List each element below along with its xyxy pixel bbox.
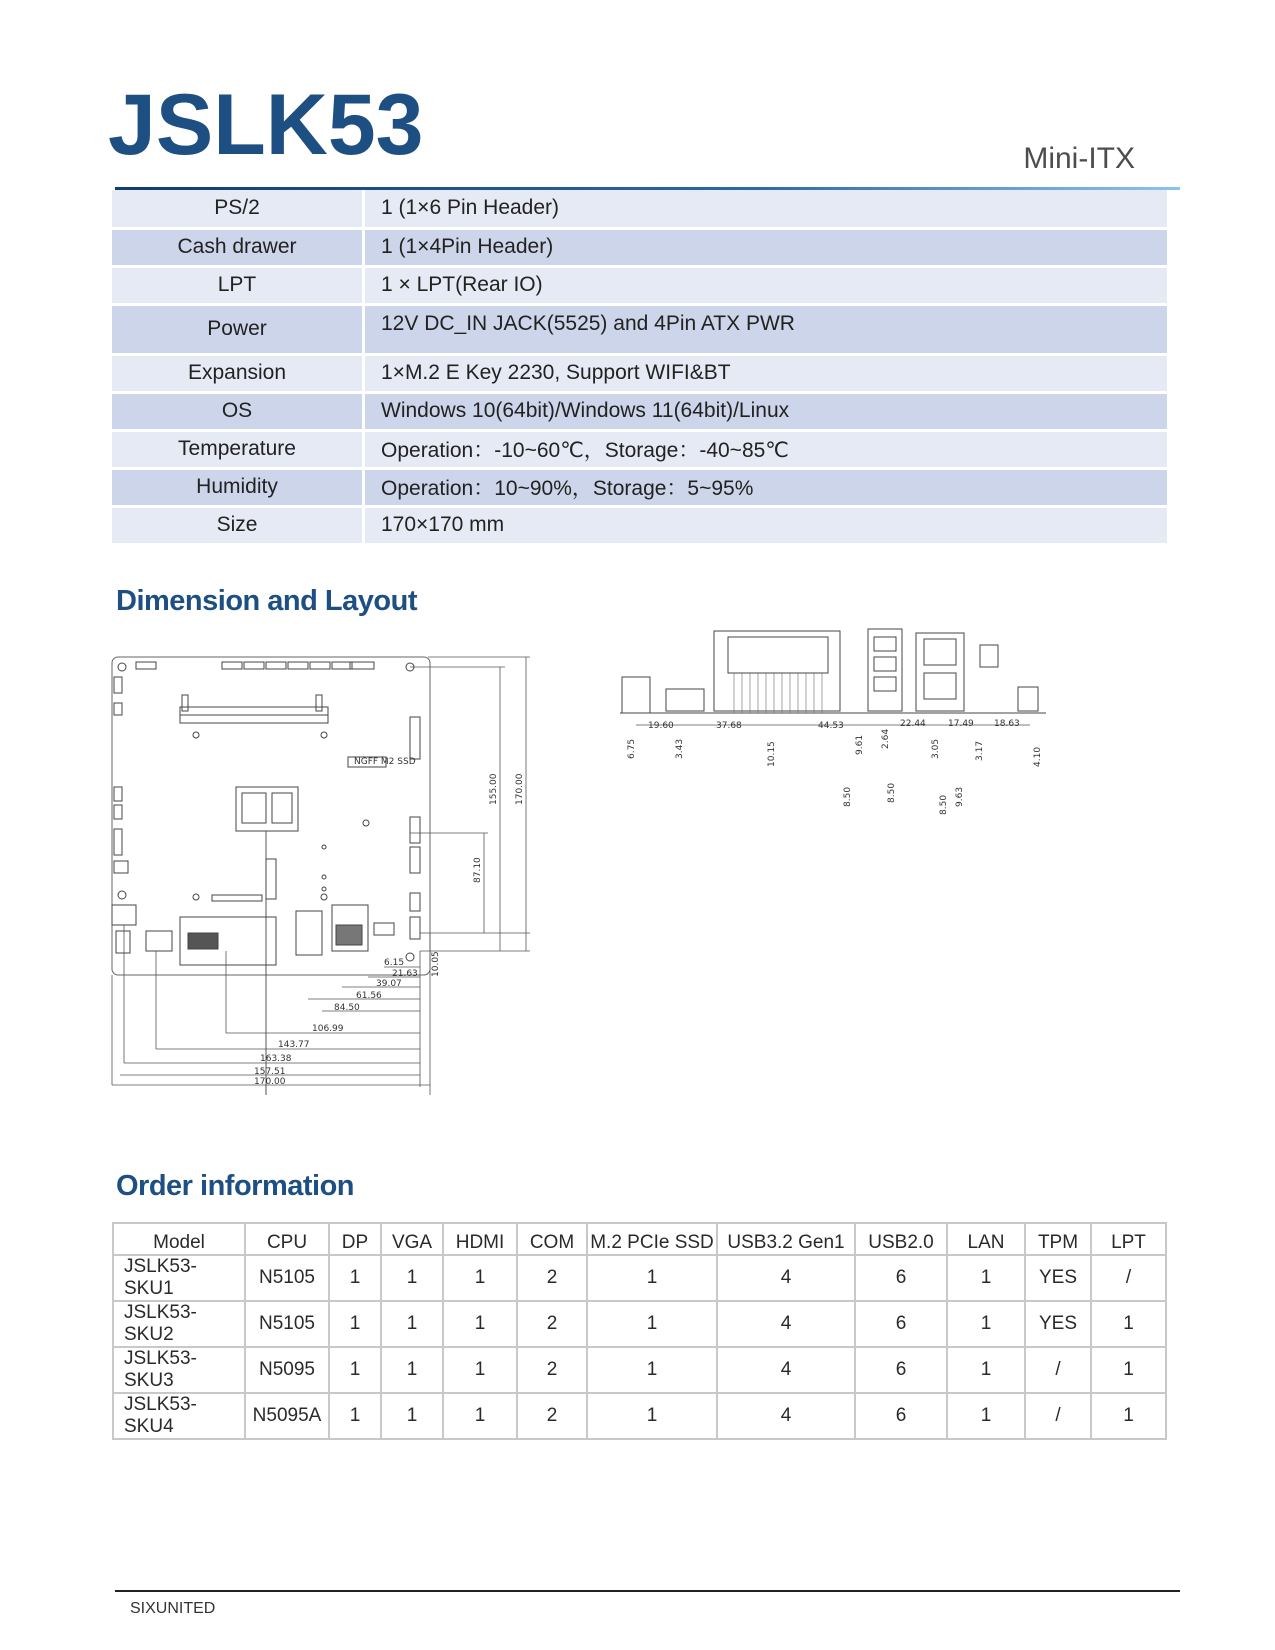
col-com: COM — [517, 1223, 587, 1255]
spec-label: Temperature — [112, 430, 364, 468]
cell-tpm: / — [1025, 1347, 1091, 1393]
dim-19-60: 19.60 — [648, 721, 674, 731]
spec-row — [112, 228, 1167, 266]
spec-value: Operation：-10~60℃，Storage：-40~85℃ — [364, 430, 1168, 468]
dim-8-50-b: 8.50 — [887, 782, 897, 803]
dim-8-50-c: 8.50 — [939, 794, 949, 815]
cell-lpt: / — [1091, 1255, 1166, 1301]
col-vga: VGA — [381, 1223, 443, 1255]
dimension-heading: Dimension and Layout — [116, 585, 417, 617]
spec-label: Expansion — [112, 354, 364, 392]
cell-com: 2 — [517, 1255, 587, 1301]
col-model: Model — [113, 1223, 245, 1255]
col-lan: LAN — [947, 1223, 1025, 1255]
order-heading: Order information — [116, 1170, 355, 1202]
form-factor-label: Mini-ITX — [1023, 142, 1135, 175]
spec-label: Size — [112, 506, 364, 544]
spec-value: 1 (1×4Pin Header) — [364, 228, 1168, 266]
spec-value: Windows 10(64bit)/Windows 11(64bit)/Linux — [364, 392, 1168, 430]
spec-value: Operation：10~90%，Storage：5~95% — [364, 468, 1168, 506]
spec-label: PS/2 — [112, 190, 364, 228]
table-row — [113, 1301, 1166, 1347]
spec-label: Power — [112, 304, 364, 354]
dim-18-63: 18.63 — [994, 719, 1020, 729]
col-m2-ssd: M.2 PCIe SSD — [587, 1223, 717, 1255]
order-table — [112, 1222, 1167, 1440]
spec-label: LPT — [112, 266, 364, 304]
cell-model: JSLK53-SKU2 — [113, 1301, 245, 1347]
dim-8-50-a: 8.50 — [843, 786, 853, 807]
cell-vga: 1 — [381, 1255, 443, 1301]
cell-m2-ssd: 1 — [587, 1347, 717, 1393]
col-usb20: USB2.0 — [855, 1223, 947, 1255]
footer-brand: SIXUNITED — [130, 1600, 216, 1617]
cell-hdmi: 1 — [443, 1255, 517, 1301]
cell-tpm: YES — [1025, 1301, 1091, 1347]
dim-3-05: 3.05 — [931, 738, 941, 759]
dim-44-53: 44.53 — [818, 721, 844, 731]
col-lpt: LPT — [1091, 1223, 1166, 1255]
col-usb32: USB3.2 Gen1 — [717, 1223, 855, 1255]
table-row — [113, 1393, 1166, 1439]
spec-row — [112, 304, 1167, 354]
spec-table — [112, 190, 1167, 546]
spec-row — [112, 266, 1167, 304]
dim-2-64: 2.64 — [881, 728, 891, 749]
cell-model: JSLK53-SKU1 — [113, 1255, 245, 1301]
spec-label: Cash drawer — [112, 228, 364, 266]
spec-row — [112, 506, 1167, 544]
spec-value: 12V DC_IN JACK(5525) and 4Pin ATX PWR — [364, 304, 1168, 354]
cell-vga: 1 — [381, 1393, 443, 1439]
spec-label: OS — [112, 392, 364, 430]
dim-17-49: 17.49 — [948, 719, 974, 729]
cell-usb32: 4 — [717, 1347, 855, 1393]
dim-39-07: 39.07 — [376, 979, 402, 989]
board-top-svg — [110, 655, 550, 1135]
table-row — [113, 1255, 1166, 1301]
cell-tpm: YES — [1025, 1255, 1091, 1301]
cell-tpm: / — [1025, 1393, 1091, 1439]
cell-usb32: 4 — [717, 1255, 855, 1301]
m2-label: NGFF M2 SSD — [354, 757, 416, 767]
dim-61-56: 61.56 — [356, 991, 382, 1001]
col-cpu: CPU — [245, 1223, 329, 1255]
cell-usb20: 6 — [855, 1301, 947, 1347]
cell-lpt: 1 — [1091, 1301, 1166, 1347]
cell-vga: 1 — [381, 1347, 443, 1393]
spec-value: 1×M.2 E Key 2230, Support WIFI&BT — [364, 354, 1168, 392]
cell-com: 2 — [517, 1301, 587, 1347]
dim-4-10: 4.10 — [1033, 746, 1043, 767]
cell-cpu: N5095A — [245, 1393, 329, 1439]
footer-divider — [115, 1590, 1180, 1592]
cell-cpu: N5105 — [245, 1255, 329, 1301]
cell-m2-ssd: 1 — [587, 1255, 717, 1301]
dim-22-44: 22.44 — [900, 719, 926, 729]
dim-143-77: 143.77 — [278, 1040, 310, 1050]
cell-hdmi: 1 — [443, 1393, 517, 1439]
cell-lan: 1 — [947, 1255, 1025, 1301]
cell-hdmi: 1 — [443, 1347, 517, 1393]
dim-21-63: 21.63 — [392, 969, 418, 979]
dim-3-17: 3.17 — [975, 740, 985, 761]
cell-m2-ssd: 1 — [587, 1301, 717, 1347]
col-tpm: TPM — [1025, 1223, 1091, 1255]
cell-com: 2 — [517, 1393, 587, 1439]
cell-hdmi: 1 — [443, 1301, 517, 1347]
cell-model: JSLK53-SKU4 — [113, 1393, 245, 1439]
spec-row — [112, 190, 1167, 228]
spec-row — [112, 468, 1167, 506]
spec-label: Humidity — [112, 468, 364, 506]
rear-io-drawing — [618, 625, 1048, 825]
cell-vga: 1 — [381, 1301, 443, 1347]
spec-row — [112, 430, 1167, 468]
cell-lan: 1 — [947, 1347, 1025, 1393]
cell-dp: 1 — [329, 1347, 381, 1393]
dim-10-15: 10.15 — [767, 741, 777, 767]
spec-row — [112, 354, 1167, 392]
cell-usb20: 6 — [855, 1347, 947, 1393]
dim-9-63: 9.63 — [955, 786, 965, 807]
dim-170-horizontal: 170.00 — [254, 1077, 286, 1087]
dim-170-vertical: 170.00 — [515, 773, 525, 805]
dim-37-68: 37.68 — [716, 721, 742, 731]
cell-cpu: N5105 — [245, 1301, 329, 1347]
cell-lpt: 1 — [1091, 1347, 1166, 1393]
dim-157-51: 157.51 — [254, 1067, 286, 1077]
cell-usb32: 4 — [717, 1393, 855, 1439]
dim-6-15: 6.15 — [384, 958, 405, 968]
cell-dp: 1 — [329, 1255, 381, 1301]
cell-dp: 1 — [329, 1393, 381, 1439]
product-title: JSLK53 — [108, 77, 424, 173]
table-row — [113, 1347, 1166, 1393]
dim-163-38: 163.38 — [260, 1054, 292, 1064]
cell-com: 2 — [517, 1347, 587, 1393]
board-top-drawing — [110, 655, 550, 1135]
spec-value: 170×170 mm — [364, 506, 1168, 544]
col-hdmi: HDMI — [443, 1223, 517, 1255]
dim-9-61: 9.61 — [855, 734, 865, 755]
order-header-row — [113, 1223, 1166, 1255]
spec-value: 1 (1×6 Pin Header) — [364, 190, 1168, 228]
dim-10-05: 10.05 — [431, 951, 441, 977]
cell-cpu: N5095 — [245, 1347, 329, 1393]
dim-6-75: 6.75 — [627, 738, 637, 759]
cell-usb20: 6 — [855, 1255, 947, 1301]
dim-155: 155.00 — [489, 773, 499, 805]
dim-106-99: 106.99 — [312, 1024, 344, 1034]
spec-row — [112, 392, 1167, 430]
cell-m2-ssd: 1 — [587, 1393, 717, 1439]
dim-3-43: 3.43 — [675, 738, 685, 759]
dim-84-50: 84.50 — [334, 1003, 360, 1013]
cell-lan: 1 — [947, 1393, 1025, 1439]
cell-model: JSLK53-SKU3 — [113, 1347, 245, 1393]
cell-usb20: 6 — [855, 1393, 947, 1439]
cell-lan: 1 — [947, 1301, 1025, 1347]
cell-usb32: 4 — [717, 1301, 855, 1347]
spec-value: 1 × LPT(Rear IO) — [364, 266, 1168, 304]
rear-io-svg — [618, 625, 1048, 825]
cell-lpt: 1 — [1091, 1393, 1166, 1439]
col-dp: DP — [329, 1223, 381, 1255]
dim-87-10: 87.10 — [473, 857, 483, 883]
cell-dp: 1 — [329, 1301, 381, 1347]
